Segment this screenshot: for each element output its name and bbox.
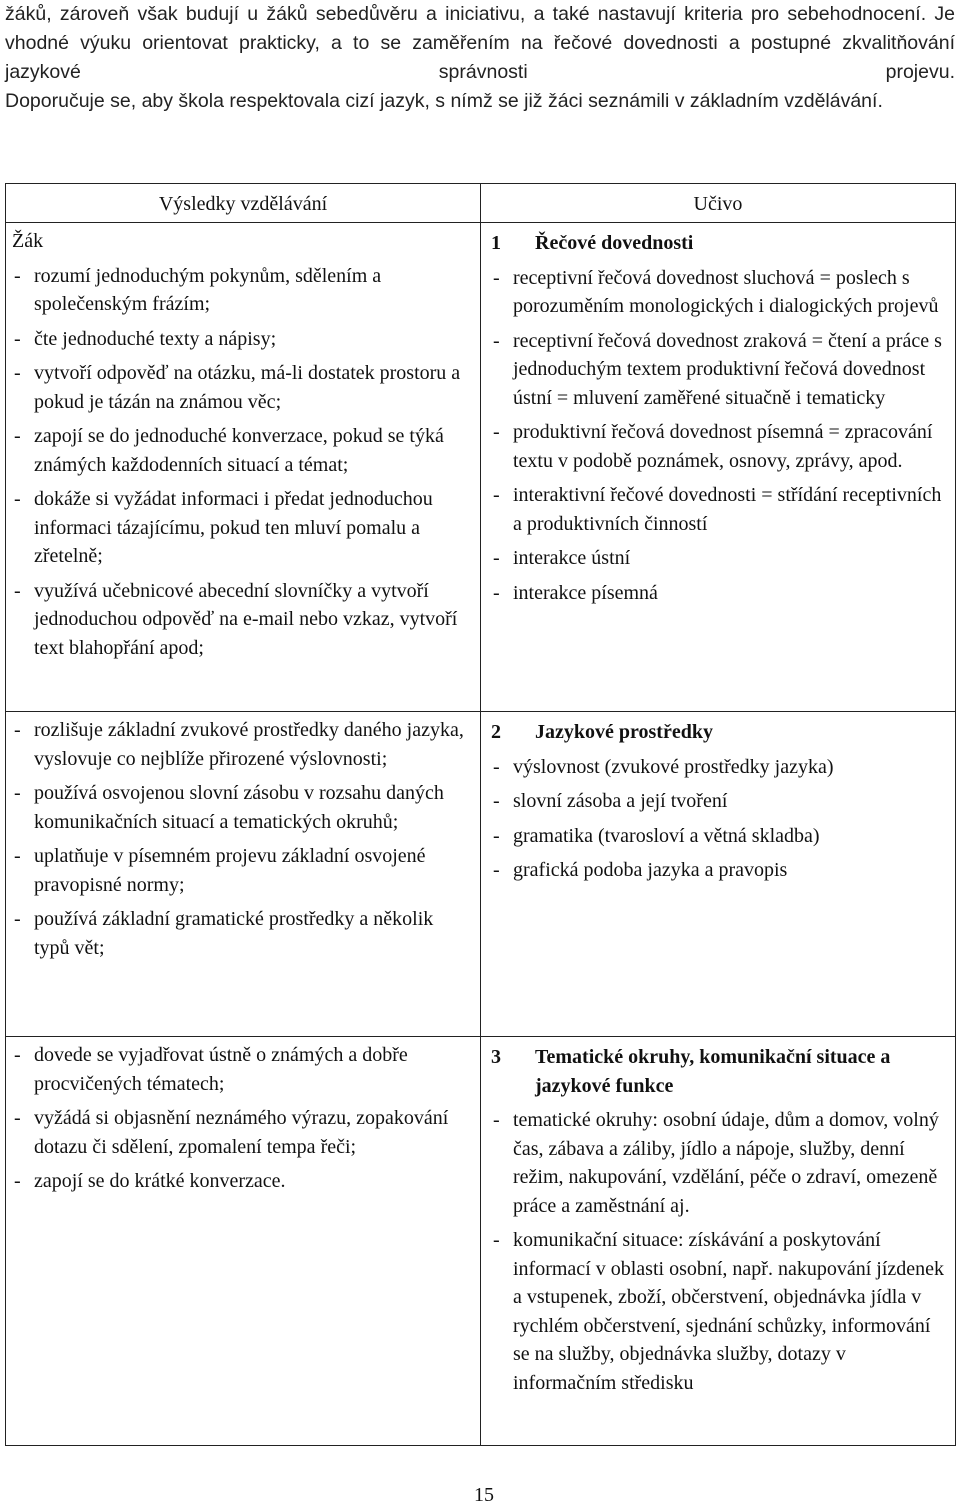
curriculum-table <box>5 183 956 1446</box>
list-item: - využívá učebnicové abecední slovníčky a vytvoří jednoduchou odpověď na e-mail nebo vzkaz, vytvoří text blahopřání apod; <box>12 577 472 663</box>
content-list <box>491 264 947 608</box>
list-item: - interakce písemná <box>491 579 947 608</box>
content-cell <box>481 223 956 712</box>
list-item: - uplatňuje v písemném projevu základní osvojené pravopisné normy; <box>12 842 472 899</box>
list-item: - interaktivní řečové dovednosti = střídání receptivních a produktivních činností <box>491 481 947 538</box>
intro-text <box>5 0 955 116</box>
intro-paragraph-1: žáků, zároveň však budují u žáků sebedůvěru a iniciativu, a také nastavují kriteria pro sebehodnocení. Je vhodné výuku orientovat prakticky, a to se zaměřením na řečové dovednosti a postupné zkvalitňování jazykové správnosti projevu. <box>5 3 955 83</box>
list-item: - zapojí se do krátké konverzace. <box>12 1167 472 1196</box>
list-item: - vyžádá si objasnění neznámého výrazu, zopakování dotazu či sdělení, zpomalení tempa řeči; <box>12 1104 472 1161</box>
table-row <box>6 1037 956 1446</box>
section-number: 3 <box>491 1046 501 1068</box>
content-cell <box>481 712 956 1037</box>
outcomes-cell <box>6 712 481 1037</box>
content-list <box>491 1106 947 1397</box>
outcomes-cell <box>6 223 481 712</box>
content-cell <box>481 1037 956 1446</box>
list-item: - čte jednoduché texty a nápisy; <box>12 325 472 354</box>
content-list <box>491 753 947 885</box>
list-item: - tematické okruhy: osobní údaje, dům a domov, volný čas, zábava a záliby, jídlo a nápoje, služby, denní režim, nakupování, vzdělání, péče o zdraví, omezeně práce a zaměstnání aj. <box>491 1106 947 1220</box>
section-number: 2 <box>491 721 501 743</box>
intro-paragraph-2: Doporučuje se, aby škola respektovala cizí jazyk, s nímž se již žáci seznámili v základním vzdělávání. <box>5 90 883 112</box>
header-content: Učivo <box>481 184 956 223</box>
table-row <box>6 712 956 1037</box>
section-title: Řečové dovednosti <box>535 232 694 254</box>
section-heading <box>491 229 947 258</box>
section-title: Tematické okruhy, komunikační situace a jazykové funkce <box>535 1046 891 1097</box>
section-number: 1 <box>491 232 501 254</box>
list-item: - receptivní řečová dovednost zraková = čtení a práce s jednoduchým textem produktivní řečová dovednost ústní = mluvení zaměřené situačně i tematicky <box>491 327 947 413</box>
list-item: - gramatika (tvarosloví a větná skladba) <box>491 822 947 851</box>
outcomes-cell <box>6 1037 481 1446</box>
outcomes-list <box>12 716 472 962</box>
list-item: - komunikační situace: získávání a poskytování informací v oblasti osobní, např. nakupování jízdenek a vstupenek, zboží, občerstvení, objednávka jídla v rychlém občerstvení, sjednání schůzky, informování se na služby, objednávka služby, dotazy v informačním středisku <box>491 1226 947 1397</box>
list-item: - zapojí se do jednoduché konverzace, pokud se týká známých každodenních situací a témat; <box>12 422 472 479</box>
outcomes-list <box>12 1041 472 1196</box>
page-number: 15 <box>474 1484 494 1506</box>
table-row <box>6 223 956 712</box>
list-item: - receptivní řečová dovednost sluchová = poslech s porozuměním monologických i dialogických projevů <box>491 264 947 321</box>
list-item: - rozumí jednoduchým pokynům, sdělením a společenským frázím; <box>12 262 472 319</box>
list-item: - interakce ústní <box>491 544 947 573</box>
list-item: - dovede se vyjadřovat ústně o známých a dobře procvičených tématech; <box>12 1041 472 1098</box>
list-item: - vytvoří odpověď na otázku, má-li dostatek prostoru a pokud je tázán na známou věc; <box>12 359 472 416</box>
header-outcomes: Výsledky vzdělávání <box>6 184 481 223</box>
list-item: - rozlišuje základní zvukové prostředky daného jazyka, vyslovuje co nejblíže přirozené výslovnosti; <box>12 716 472 773</box>
student-label: Žák <box>12 230 44 252</box>
list-item: - slovní zásoba a její tvoření <box>491 787 947 816</box>
list-item: - dokáže si vyžádat informaci i předat jednoduchou informaci tázajícímu, pokud ten mluví pomalu a zřetelně; <box>12 485 472 571</box>
list-item: - grafická podoba jazyka a pravopis <box>491 856 947 885</box>
outcomes-list <box>12 262 472 663</box>
section-title: Jazykové prostředky <box>535 721 713 743</box>
section-heading <box>491 1043 947 1100</box>
list-item: - používá základní gramatické prostředky a několik typů vět; <box>12 905 472 962</box>
list-item: - výslovnost (zvukové prostředky jazyka) <box>491 753 947 782</box>
section-heading <box>491 718 947 747</box>
list-item: - produktivní řečová dovednost písemná = zpracování textu v podobě poznámek, osnovy, zprávy, apod. <box>491 418 947 475</box>
list-item: - používá osvojenou slovní zásobu v rozsahu daných komunikačních situací a tematických okruhů; <box>12 779 472 836</box>
